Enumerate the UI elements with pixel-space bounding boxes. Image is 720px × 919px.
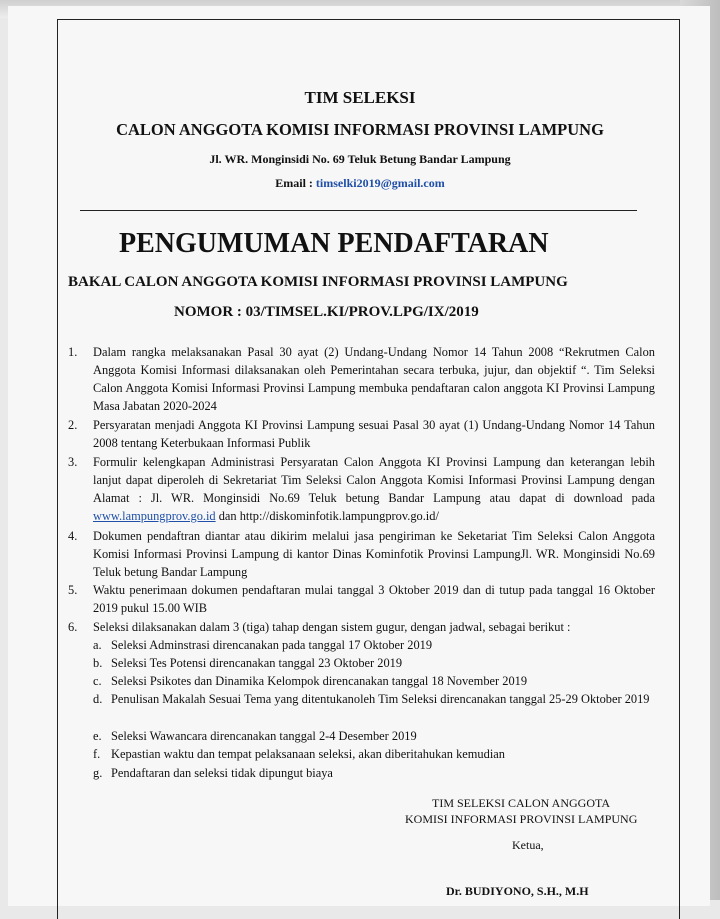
- sub-item-text: Penulisan Makalah Sesuai Tema yang ditentukanoleh Tim Seleksi direncanakan tanggal 25-29 Oktober 2019: [111, 692, 650, 706]
- item-text: Dalam rangka melaksanakan Pasal 30 ayat (2) Undang-Undang Nomor 14 Tahun 2008 “Rekrutmen Calon Anggota Komisi Informasi dilaksanakan oleh Pemerintahan secara terbuka, jujur, dan objektif “. Tim Seleksi Calon Anggota Komisi Informasi Provinsi Lampung membuka pendaftaran calon anggota KI Provinsi Lampung Masa Jabatan 2020-2024: [93, 345, 655, 413]
- sub-item-letter: e.: [93, 729, 102, 743]
- sub-item-letter: d.: [93, 692, 103, 706]
- item-number: 4.: [68, 529, 78, 543]
- notice-number: NOMOR : 03/TIMSEL.KI/PROV.LPG/IX/2019: [174, 304, 479, 320]
- sub-item-text: Kepastian waktu dan tempat pelaksanaan seleksi, akan diberitahukan kemudian: [111, 747, 505, 761]
- email-label: Email :: [275, 176, 316, 190]
- sub-item-text: Pendaftaran dan seleksi tidak dipungut biaya: [111, 766, 333, 780]
- item-text: Waktu penerimaan dokumen pendaftaran mulai tanggal 3 Oktober 2019 dan di tutup pada tanggal 16 Oktober 2019 pukul 15.00 WIB: [93, 583, 655, 615]
- signature-name: Dr. BUDIYONO, S.H., M.H: [446, 884, 589, 898]
- sub-item-letter: g.: [93, 766, 103, 780]
- signature-role: Ketua,: [512, 838, 544, 852]
- item-number: 3.: [68, 455, 78, 469]
- item-text: [93, 453, 655, 525]
- item-number: 2.: [68, 418, 78, 432]
- sub-item-text: Seleksi Wawancara direncanakan tanggal 2-4 Desember 2019: [111, 729, 417, 743]
- item-text: Dokumen pendaftran diantar atau dikirim melalui jasa pengiriman ke Seketariat Tim Seleksi Calon Anggota Komisi Informasi Provinsi Lampung di kantor Dinas Kominfotik Provinsi LampungJl. WR. Monginsidi No.69 Teluk betung Bandar Lampung: [93, 529, 655, 579]
- header-address: Jl. WR. Monginsidi No. 69 Teluk Betung Bandar Lampung: [209, 152, 511, 166]
- sub-item-text: Seleksi Psikotes dan Dinamika Kelompok direncanakan tanggal 18 November 2019: [111, 674, 528, 688]
- item-number: 5.: [68, 583, 78, 597]
- header-title: TIM SELEKSI: [304, 88, 416, 107]
- sub-item-letter: c.: [93, 674, 102, 688]
- item-text: Persyaratan menjadi Anggota KI Provinsi Lampung sesuai Pasal 30 ayat (1) Undang-Undang Nomor 14 Tahun 2008 tentang Keterbukaan Informasi Publik: [93, 418, 655, 450]
- notice-subtitle: BAKAL CALON ANGGOTA KOMISI INFORMASI PROVINSI LAMPUNG: [68, 274, 568, 290]
- sub-item-text: Seleksi Adminstrasi direncanakan pada tanggal 17 Oktober 2019: [111, 638, 433, 652]
- header-divider: [80, 210, 637, 211]
- sub-item-letter: b.: [93, 656, 103, 670]
- sub-item-text: Seleksi Tes Potensi direncanakan tanggal 23 Oktober 2019: [111, 656, 403, 670]
- email-link[interactable]: timselki2019@gmail.com: [315, 176, 445, 190]
- item-text-part: dan http://diskominfotik.lampungprov.go.id/: [215, 509, 439, 523]
- notice-title: PENGUMUMAN PENDAFTARAN: [119, 228, 549, 259]
- sub-item-letter: a.: [93, 638, 102, 652]
- item-number: 1.: [68, 345, 78, 359]
- signature-org-line2: KOMISI INFORMASI PROVINSI LAMPUNG: [405, 812, 638, 826]
- header-email: [0, 176, 720, 191]
- website-link[interactable]: www.lampungprov.go.id: [93, 509, 216, 523]
- signature-org-line1: TIM SELEKSI CALON ANGGOTA: [432, 796, 611, 810]
- sub-item-letter: f.: [93, 747, 101, 761]
- item-number: 6.: [68, 620, 78, 634]
- item-text: Seleksi dilaksanakan dalam 3 (tiga) tahap dengan sistem gugur, dengan jadwal, sebagai berikut :: [93, 620, 571, 634]
- item-text-part: Formulir kelengkapan Administrasi Persyaratan Calon Anggota KI Provinsi Lampung dan keterangan lebih lanjut dapat diperoleh di Sekretariat Tim Seleksi Calon Anggota Komisi Informasi Provinsi Lampung dengan Alamat : Jl. WR. Monginsidi No.69 Teluk betung Bandar Lampung atau dapat di download pada: [93, 455, 655, 505]
- header-subtitle: CALON ANGGOTA KOMISI INFORMASI PROVINSI LAMPUNG: [116, 120, 604, 139]
